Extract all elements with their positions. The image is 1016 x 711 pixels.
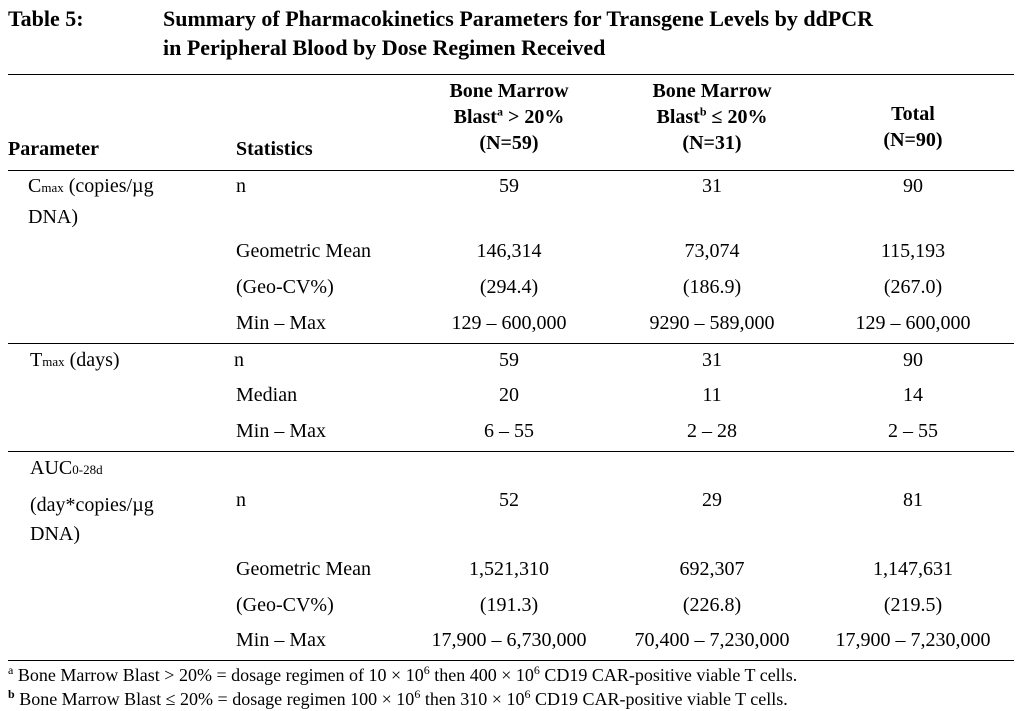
cell-auc-geocv-col1: (191.3) bbox=[479, 594, 539, 616]
cell-tmax-median-col2: 11 bbox=[702, 384, 722, 406]
cell-auc-geocv-col3: (219.5) bbox=[883, 594, 943, 616]
cell-cmax-geomean-col3: 115,193 bbox=[880, 240, 946, 262]
footnote-a: $^a$ Bone Marrow Blast > 20% = dosage regimen of $10 \times 10^6$ then $400 \times 10^6$ CD19 CAR-positive viable T cells. bbox=[8, 663, 798, 685]
cell-tmax-minmax-col3: 2 – 55 bbox=[888, 420, 938, 442]
table-row-auc-minmax-stat: Min – Max bbox=[236, 629, 326, 651]
cell-cmax-geocv-col3: (267.0) bbox=[883, 276, 943, 298]
cell-cmax-minmax-col2: 9290 – 589,000 bbox=[649, 312, 775, 334]
cell-auc-geocv-col2: (226.8) bbox=[682, 594, 742, 616]
section-rule-cmax bbox=[8, 343, 1014, 344]
table-row-tmax-median-stat: Median bbox=[236, 384, 298, 406]
cell-auc-n-col3: 81 bbox=[903, 489, 923, 511]
cell-cmax-minmax-col3: 129 – 600,000 bbox=[855, 312, 971, 334]
cell-auc-geomean-col1: 1,521,310 bbox=[469, 558, 549, 580]
table-row-tmax-n-stat: n bbox=[234, 349, 244, 371]
cell-auc-n-col2: 29 bbox=[702, 489, 722, 511]
table-row-auc-geocv-stat: (Geo-CV%) bbox=[236, 594, 334, 616]
cell-cmax-geomean-col2: 73,074 bbox=[684, 240, 740, 262]
cell-auc-geomean-col3: 1,147,631 bbox=[873, 558, 953, 580]
cell-tmax-n-col2: 31 bbox=[702, 349, 722, 371]
param-auc-label: AUC0-28d (day*copies/µg DNA) bbox=[30, 457, 154, 545]
table-title-line-1: Summary of Pharmacokinetics Parameters for Transgene Levels by ddPCR bbox=[163, 6, 874, 31]
cell-cmax-geomean-col1: 146,314 bbox=[476, 240, 542, 262]
cell-tmax-median-col3: 14 bbox=[903, 384, 923, 406]
table-number: Table 5: bbox=[8, 6, 84, 31]
header-parameter: Parameter bbox=[8, 138, 100, 160]
table-bottom-rule bbox=[8, 660, 1014, 661]
table-row-auc-n-stat: n bbox=[236, 489, 246, 511]
footnote-b: $^b$ Bone Marrow Blast ≤ 20% = dosage regimen $100 \times 10^6$ then $310 \times 10^6$ CD19 CAR-positive viable T cells. bbox=[8, 687, 788, 709]
cell-tmax-minmax-col2: 2 – 28 bbox=[687, 420, 737, 442]
table-row-tmax-minmax-stat: Min – Max bbox=[236, 420, 326, 442]
cell-auc-minmax-col2: 70,400 – 7,230,000 bbox=[634, 629, 790, 651]
cell-cmax-minmax-col1: 129 – 600,000 bbox=[451, 312, 567, 334]
cell-auc-n-col1: 52 bbox=[499, 489, 519, 511]
cell-auc-minmax-col3: 17,900 – 7,230,000 bbox=[835, 629, 991, 651]
header-col-blast-le20: Bone Marrow Blast$^b$ ≤ 20% (N=31) bbox=[652, 80, 772, 154]
cell-auc-minmax-col1: 17,900 – 6,730,000 bbox=[431, 629, 587, 651]
cell-auc-geomean-col2: 692,307 bbox=[679, 558, 745, 580]
param-tmax-label: Tmax (days) bbox=[30, 349, 120, 371]
header-col-total: Total (N=90) bbox=[883, 103, 943, 151]
cell-tmax-n-col3: 90 bbox=[903, 349, 923, 371]
cell-tmax-n-col1: 59 bbox=[499, 349, 519, 371]
table-row-cmax-geomean-stat: Geometric Mean bbox=[236, 240, 371, 262]
cell-tmax-median-col1: 20 bbox=[499, 384, 519, 406]
header-bottom-rule bbox=[8, 170, 1014, 171]
table-row-auc-geomean-stat: Geometric Mean bbox=[236, 558, 371, 580]
table-row-cmax-n-stat: n bbox=[236, 175, 246, 197]
cell-cmax-n-col1: 59 bbox=[499, 175, 519, 197]
cell-tmax-minmax-col1: 6 – 55 bbox=[484, 420, 534, 442]
section-rule-tmax bbox=[8, 451, 1014, 452]
cell-cmax-n-col3: 90 bbox=[903, 175, 923, 197]
cell-cmax-n-col2: 31 bbox=[702, 175, 722, 197]
header-statistics: Statistics bbox=[236, 138, 313, 160]
header-col-blast-gt20: Bone Marrow Blast$^a$ > 20% (N=59) bbox=[449, 80, 569, 154]
table-row-cmax-minmax-stat: Min – Max bbox=[236, 312, 326, 334]
cell-cmax-geocv-col2: (186.9) bbox=[682, 276, 742, 298]
cell-cmax-geocv-col1: (294.4) bbox=[479, 276, 539, 298]
table-title bbox=[163, 4, 1013, 62]
table-title-line-2: in Peripheral Blood by Dose Regimen Received bbox=[163, 35, 606, 60]
param-cmax-label: Cmax (copies/µg DNA) bbox=[28, 175, 154, 228]
table-top-rule bbox=[8, 74, 1014, 75]
table-row-cmax-geocv-stat: (Geo-CV%) bbox=[236, 276, 334, 298]
